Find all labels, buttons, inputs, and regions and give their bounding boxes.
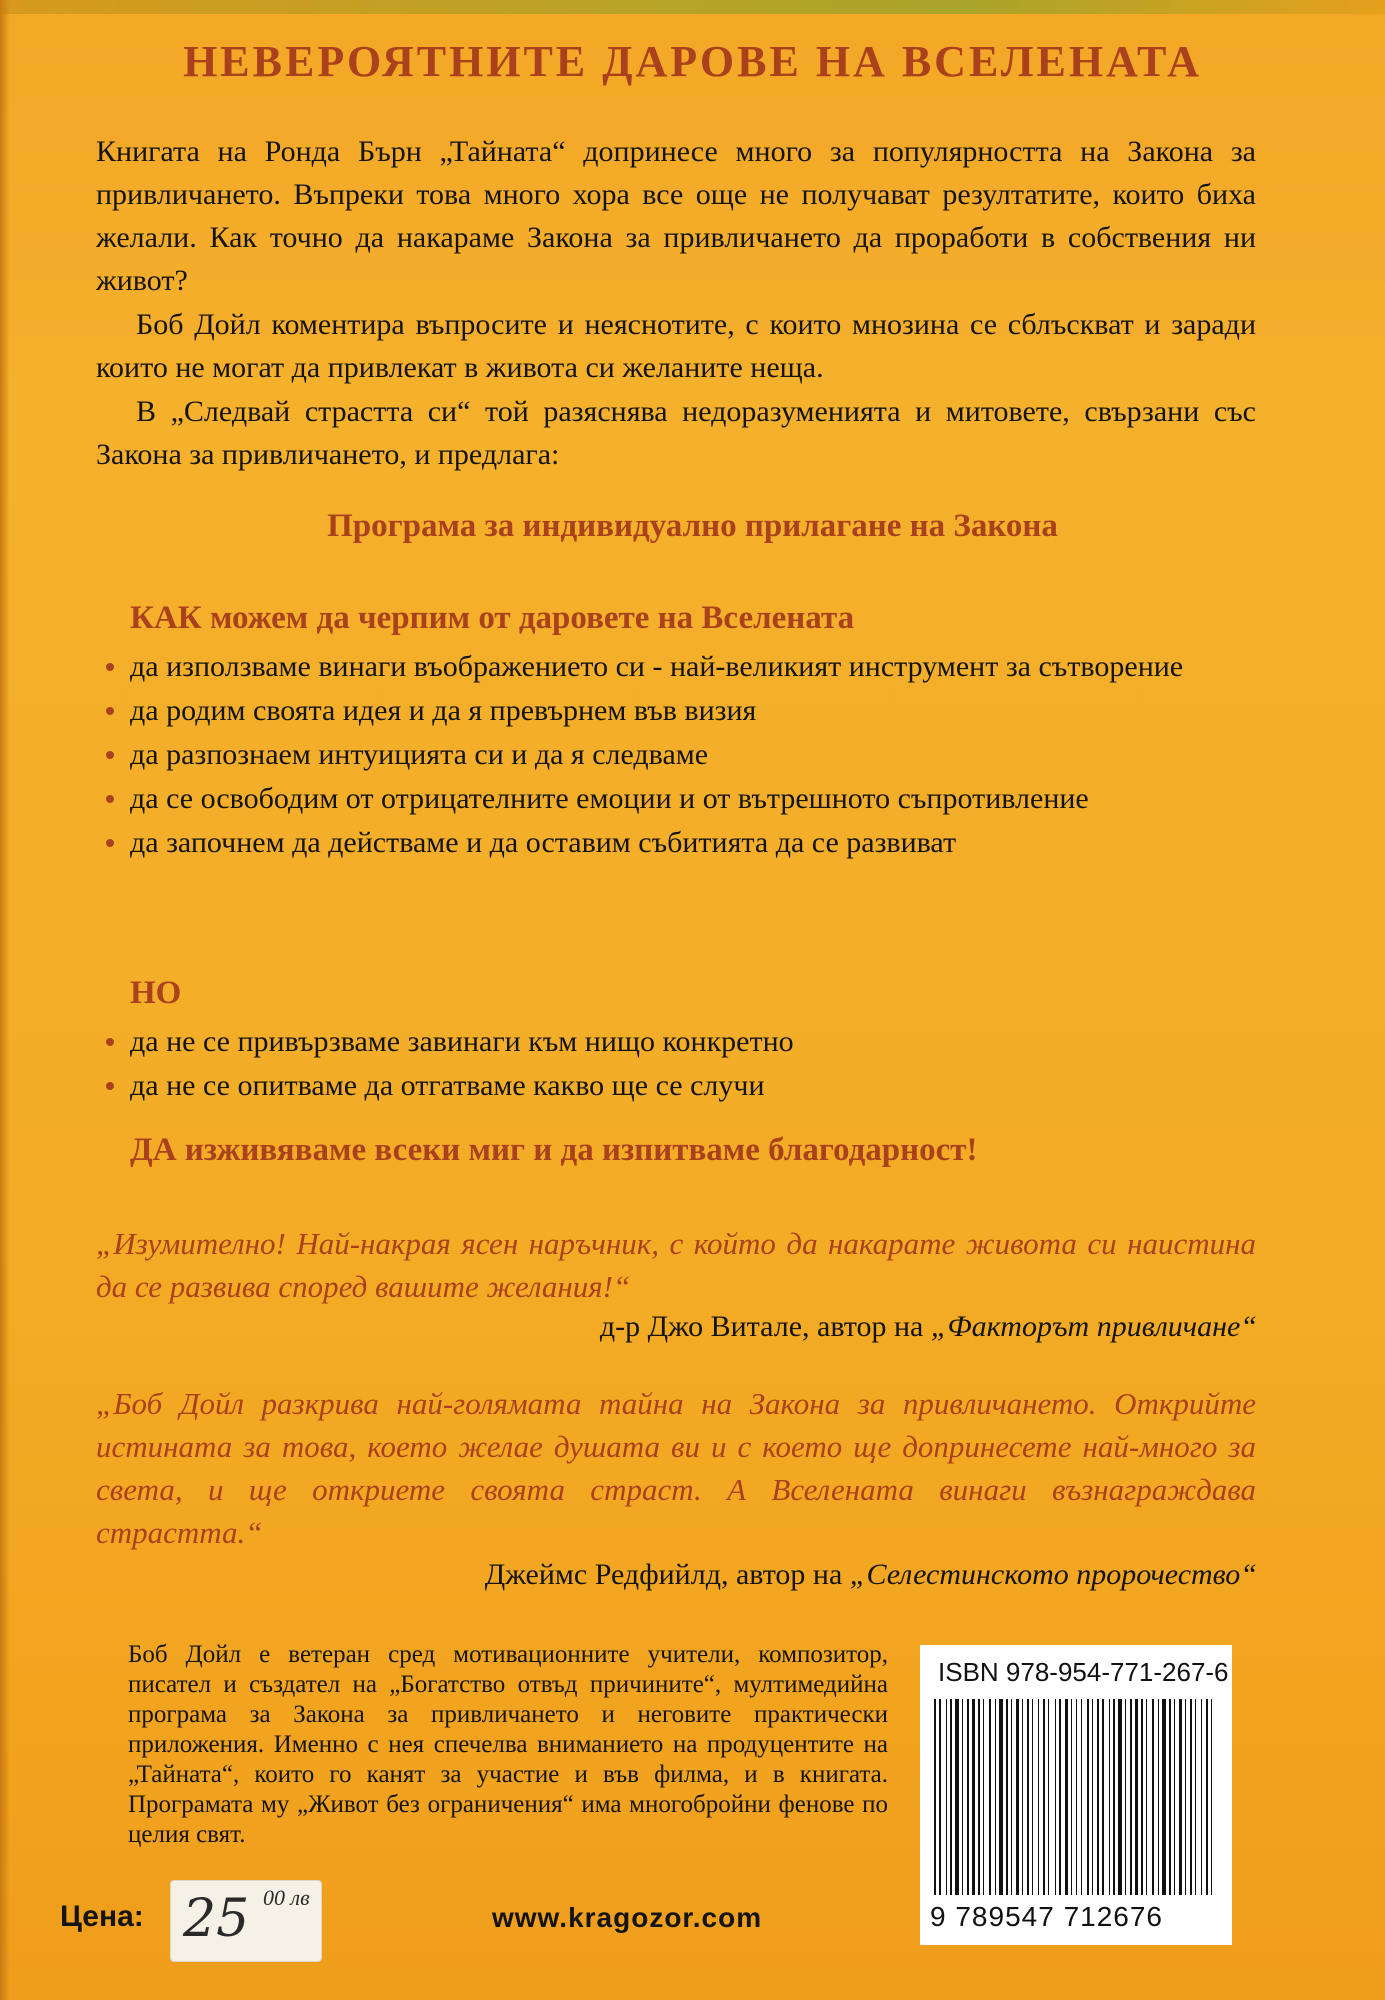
but-heading: НО bbox=[130, 975, 182, 1011]
isbn-barcode bbox=[920, 1645, 1232, 1945]
bullet-icon bbox=[106, 751, 114, 759]
quote-2-attribution: Джеймс Редфийлд, автор на „Селестинското пророчество“ bbox=[484, 1558, 1257, 1591]
closing-heading: ДА изживяваме всеки миг и да изпитваме благодарност! bbox=[130, 1132, 978, 1168]
list-item: да започнем да действаме и да оставим събитията да се развиват bbox=[130, 821, 1260, 864]
how-heading: КАК можем да черпим от даровете на Вселената bbox=[130, 600, 855, 636]
price-label: Цена: bbox=[60, 1900, 144, 1933]
but-list bbox=[130, 1020, 1260, 1108]
barcode-icon bbox=[930, 1699, 1222, 1899]
isbn-number: ISBN 978-954-771-267-6 bbox=[938, 1657, 1229, 1687]
program-heading: Програма за индивидуално прилагане на Закона bbox=[327, 508, 1058, 544]
intro-paragraph-1: Книгата на Ронда Бърн „Тайната“ допринесе много за популярността на Закона за привличането. Въпреки това много хора все още не получават резултатите, които биха желали. Как точно да накараме Закона за привличането да проработи в собствения ни живот? bbox=[96, 135, 1256, 297]
list-item: да родим своята идея и да я превърнем във визия bbox=[130, 689, 1260, 732]
author-bio: Боб Дойл е ветеран сред мотивационните учители, композитор, писател и създател на „Богатство отвъд причините“, мултимедийна програма за Закона за привличането и неговите практически приложения. Именно с нея спечелва вниманието на продуцентите на „Тайната“, които го канят за участие и във филма, и в книгата. Програмата му „Живот без ограничения“ има многобройни фенове по целия свят. bbox=[128, 1641, 888, 1848]
price-sticker bbox=[170, 1880, 322, 1962]
quote-1-attribution: д-р Джо Витале, автор на „Факторът привличане“ bbox=[599, 1310, 1257, 1343]
price-handwritten-sup: 00 лв bbox=[263, 1885, 310, 1910]
list-item: да не се привързваме завинаги към нищо конкретно bbox=[130, 1020, 1260, 1063]
quote-1-text: „Изумително! Най-накрая ясен наръчник, с който да накарате живота си наистина да се развива според вашите желания!“ bbox=[96, 1226, 1256, 1304]
bullet-icon bbox=[106, 839, 114, 847]
publisher-website: www.kragozor.com bbox=[492, 1902, 763, 1933]
bullet-icon bbox=[106, 1082, 114, 1090]
book-back-title: НЕВЕРОЯТНИТЕ ДАРОВЕ НА ВСЕЛЕНАТА bbox=[183, 37, 1202, 86]
bullet-icon bbox=[106, 663, 114, 671]
cover-top-band bbox=[0, 0, 1385, 14]
bullet-icon bbox=[106, 1038, 114, 1046]
barcode-digits: 9 789547 712676 bbox=[930, 1901, 1163, 1932]
intro-paragraph-3: В „Следвай страстта си“ той разяснява недоразуменията и митовете, свързани със Закона за привличането, и предлага: bbox=[96, 395, 1256, 471]
cover-left-edge bbox=[0, 0, 10, 2000]
bullet-icon bbox=[106, 795, 114, 803]
intro-paragraph-2: Боб Дойл коментира въпросите и неяснотите, с които мнозина се сблъскват и заради които не могат да привлекат в живота си желаните неща. bbox=[96, 308, 1256, 384]
list-item: да разпознаем интуицията си и да я следваме bbox=[130, 733, 1260, 776]
list-item: да използваме винаги въображението си - най-великият инструмент за сътворение bbox=[130, 645, 1260, 688]
quote-2-text: „Боб Дойл разкрива най-голямата тайна на Закона за привличането. Открийте истината за това, което желае душата ви и с което ще допринесете най-много за света, и ще откриете своята страст. А Вселената винаги възнаграждава страстта.“ bbox=[96, 1386, 1256, 1550]
list-item: да не се опитваме да отгатваме какво ще се случи bbox=[130, 1064, 1260, 1107]
bullet-icon bbox=[106, 707, 114, 715]
price-handwritten: 25 bbox=[183, 1889, 250, 1949]
list-item: да се освободим от отрицателните емоции и от вътрешното съпротивление bbox=[130, 777, 1260, 820]
how-list bbox=[130, 645, 1260, 865]
